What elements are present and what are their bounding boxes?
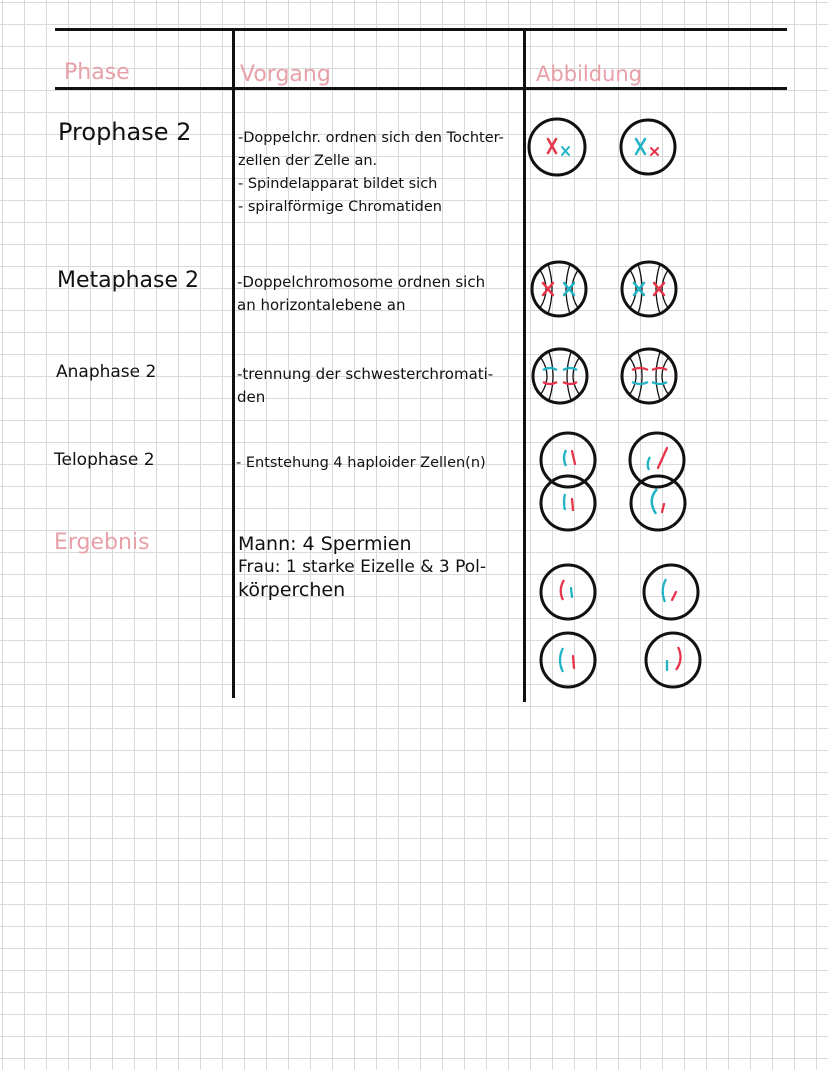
process-line: den xyxy=(237,388,266,406)
process-line: - Entstehung 4 haploider Zellen(n) xyxy=(236,455,486,471)
anaphase-cell-icon xyxy=(533,349,587,403)
process-line: -Doppelchromosome ordnen sich xyxy=(237,273,486,291)
haploid-cell-icon xyxy=(644,565,698,619)
result-label: Ergebnis xyxy=(54,530,150,555)
telophase-cell-icon xyxy=(630,433,685,530)
prophase-cell-icon xyxy=(529,119,585,175)
process-line: -Doppelchr. ordnen sich den Tochter- xyxy=(238,130,504,146)
process-line: an horizontalebene an xyxy=(237,296,406,314)
telophase-cell-icon xyxy=(541,433,595,530)
haploid-cell-icon xyxy=(541,565,595,619)
result-line: körperchen xyxy=(238,579,346,601)
result-line: Frau: 1 starke Eizelle & 3 Pol- xyxy=(238,557,487,577)
process-line: - Spindelapparat bildet sich xyxy=(238,176,438,192)
haploid-cell-icon xyxy=(646,633,700,687)
phase-label-anaphase: Anaphase 2 xyxy=(56,362,157,382)
phase-label-telophase: Telophase 2 xyxy=(54,450,155,470)
phase-label-prophase: Prophase 2 xyxy=(58,118,192,146)
header-process: Vorgang xyxy=(240,62,331,87)
process-line: -trennung der schwesterchromati- xyxy=(237,365,494,383)
metaphase-cell-icon xyxy=(622,262,676,316)
prophase-cell-icon xyxy=(621,120,675,174)
metaphase-cell-icon xyxy=(532,262,586,316)
phase-label-metaphase: Metaphase 2 xyxy=(57,268,200,293)
process-line: - spiralförmige Chromatiden xyxy=(238,199,442,215)
haploid-cell-icon xyxy=(541,633,595,687)
header-phase: Phase xyxy=(64,60,130,85)
result-line: Mann: 4 Spermien xyxy=(238,533,412,555)
header-figure: Abbildung xyxy=(536,62,642,86)
process-line: zellen der Zelle an. xyxy=(238,153,378,169)
anaphase-cell-icon xyxy=(622,349,676,403)
